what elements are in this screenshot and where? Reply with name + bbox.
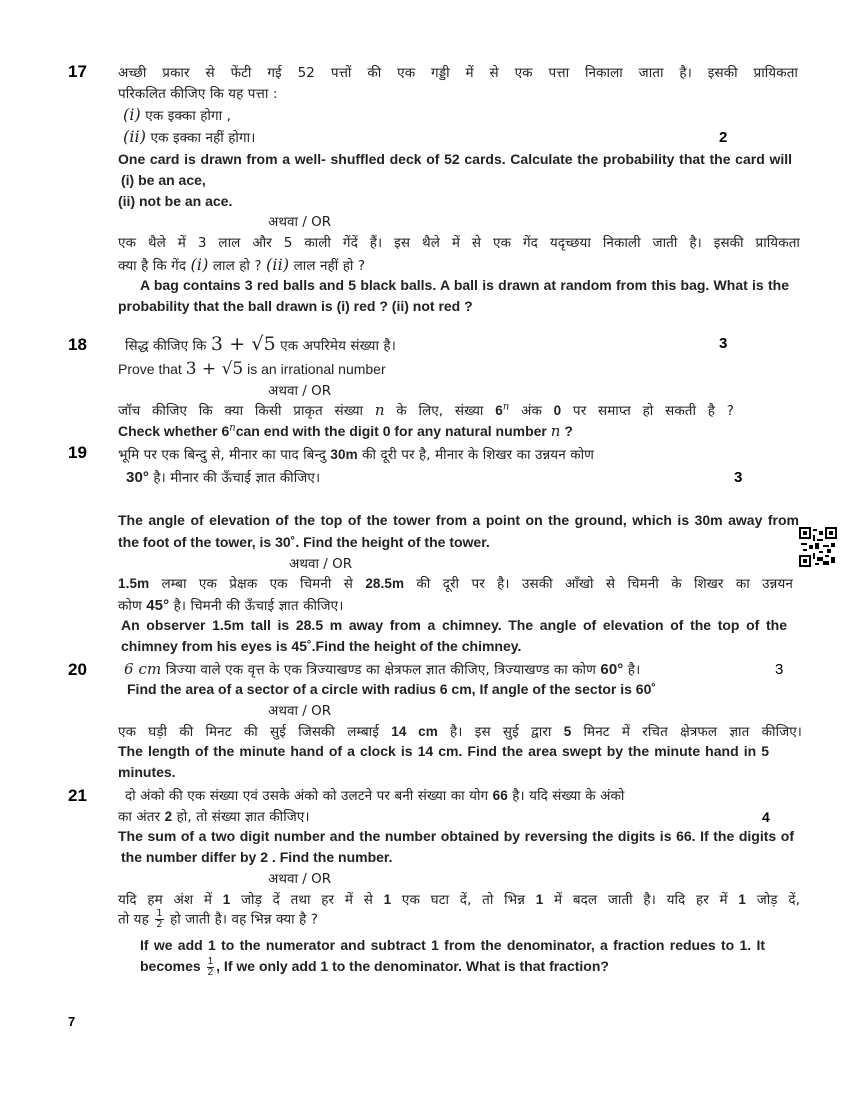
qr-code-image [799,527,837,567]
q17-alt-hindi-line-1: एक थैले में 3 लाल और 5 काली गेंदें हैं। इस थैले में से एक गेंद यदृच्छया निकाली जाती है। इसकी प्रायिकता [118,235,800,251]
q21-hindi-line-2-b: हो, तो संख्या ज्ञात कीजिए। [172,809,310,825]
q17-hindi-option-ii [123,127,255,146]
q18-alt-english-line [118,422,573,440]
question-number-20: 20 [68,660,87,679]
q18-alt-english-n: n [550,422,561,440]
q21-hindi-line-1 [125,786,625,804]
q18-alt-english-c: ? [560,423,573,439]
q21-english-line-2: the number differ by 2 . Find the number. [121,849,393,865]
q19-hindi-line-2 [126,468,320,486]
q19-hindi-line-1-a: भूमि पर एक बिन्दु से, मीनार का पाद बिन्दु [118,447,331,463]
q17-alt-hindi-line-2-c: लाल नहीं हो ? [289,258,366,274]
q17-alt-hindi-line-2-b: लाल हो ? [208,258,267,274]
q19-alt-hindi-height: 1.5m [118,576,150,591]
q21-alt-english-line-2-b: , If we only add 1 to the denominator. What is that fraction? [216,958,609,975]
q17-alt-hindi-line-2-a: क्या है कि गेंद [118,258,191,274]
q19-alt-hindi-line-2-b: है। चिमनी की ऊँचाई ज्ञात कीजिए। [169,598,344,614]
q21-alt-english-line-2-a: becomes [140,958,205,975]
q20-alt-english-line-1: The length of the minute hand of a clock is 14 cm. Find the area swept by the minute hand in 5 [118,743,769,759]
q21-hindi-line-1-b: है। यदि संख्या के अंको [507,788,625,804]
q17-english-option-i: (i) be an ace, [121,172,206,188]
q21-alt-hindi-line-1-d: में बदल जाती है। यदि हर में [543,892,739,908]
q17-alt-hindi-line-2 [118,255,365,274]
q21-alt-english-frac-num: 1 [207,956,214,967]
q21-alt-one-4: 1 [738,892,747,907]
q20-alt-hindi-c: मिनट में रचित क्षेत्रफल ज्ञात कीजिए। [571,724,802,740]
q18-english-line [118,359,386,379]
q20-hindi-angle: 60° [600,661,624,678]
q19-alt-english-line-1: An observer 1.5m tall is 28.5 m away from a chimney. The angle of elevation of the top of the [121,617,787,633]
q18-alt-hindi-d: पर समाप्त हो सकती है ? [561,403,734,419]
q18-alt-hindi-b: के लिए, संख्या [384,403,496,419]
q17-hindi-line-1: अच्छी प्रकार से फेंटी गई 52 पत्तों की एक गड्डी में से एक पत्ता निकाला जाता है। इसकी प्रायिकता [118,65,798,81]
q18-alt-hindi-line [118,401,734,419]
q20-or-separator: अथवा / OR [268,703,332,719]
q19-alt-hindi-line-1-b: लम्बा एक प्रेक्षक एक चिमनी से [149,576,366,592]
q18-hindi-a: सिद्ध कीजिए कि [125,338,211,354]
q18-alt-hindi-a: जॉच कीजिए कि क्या किसी प्राकृत संख्या [118,403,375,419]
q18-alt-hindi-six: 6 [495,403,503,418]
q19-alt-hindi-angle: 45° [146,597,170,614]
q21-alt-one-1: 1 [222,892,231,907]
q17-hindi-option-ii-label: (ii) [123,127,147,146]
q17-hindi-option-i [123,105,231,124]
q20-alt-english-line-2: minutes. [118,764,176,780]
question-number-19: 19 [68,443,87,462]
q20-alt-hindi-a: एक घड़ी की मिनट की सुई जिसकी लम्बाई [118,724,392,740]
q17-english-option-ii: (ii) not be an ace. [118,193,233,209]
q18-alt-english-exp: n [229,422,236,434]
q21-alt-hindi-line-1-a: यदि हम अंश में [118,892,223,908]
q21-hindi-sum: 66 [492,788,508,803]
q21-alt-hindi-line-1 [118,890,800,908]
q21-hindi-line-2 [118,807,310,825]
q18-hindi-b: एक अपरिमेय संख्या है। [275,338,396,354]
q21-alt-english-fraction [207,957,215,978]
q19-hindi-line-1-b: की दूरी पर है, मीनार के शिखर का उन्नयन कोण [357,447,595,463]
q21-alt-english-frac-den: 2 [207,967,214,978]
q20-hindi-line [124,660,640,678]
q21-alt-hindi-line-2 [118,909,318,930]
q20-english-line-1: Find the area of a sector of a circle with radius 6 cm, If angle of the sector is 60˚ [127,681,657,697]
q21-alt-hindi-frac-den: 2 [156,919,163,930]
q20-hindi-b: त्रिज्या वाले एक वृत्त के एक त्रिज्याखण्ड का क्षेत्रफल ज्ञात कीजिए, त्रिज्याखण्ड का कोण [161,662,601,678]
q20-marks: 3 [775,661,784,678]
q21-alt-hindi-line-1-e: जोड़ दें, [746,892,800,908]
question-number-21: 21 [68,786,87,805]
q21-alt-hindi-line-1-c: एक घटा दें, तो भिन्न [391,892,536,908]
q17-marks: 2 [719,129,728,146]
q19-english-line-2: the foot of the tower, is 30˚. Find the height of the tower. [118,534,490,550]
q19-alt-hindi-line-1-d: की दूरी पर है। उसकी आँखो से चिमनी के शिखर का उन्नयन [404,576,793,592]
q21-hindi-diff: 2 [164,809,173,824]
q21-english-line-1: The sum of a two digit number and the number obtained by reversing the digits is 66. If the digits of [118,828,794,844]
q18-alt-hindi-exp: n [502,401,510,413]
q21-or-separator: अथवा / OR [268,871,332,887]
q21-hindi-line-2-a: का अंतर [118,809,165,825]
q19-hindi-angle: 30° [126,469,149,486]
q18-hindi-line [125,333,396,355]
q17-alt-english-line-2: probability that the ball drawn is (i) red ? (ii) not red ? [118,298,473,314]
q18-english-a: Prove that [118,361,186,377]
q18-alt-hindi-c: अंक [509,403,554,419]
q19-hindi-distance: 30m [330,447,358,462]
q20-alt-hindi-five: 5 [563,724,572,739]
q21-alt-english-line-1: If we add 1 to the numerator and subtract 1 from the denominator, a fraction redues to 1. It [140,937,765,953]
q19-alt-hindi-distance: 28.5m [365,576,405,591]
q17-alt-english-line-1: A bag contains 3 red balls and 5 black balls. A ball is drawn at random from this bag. What is the [140,277,789,293]
q17-alt-ii-label: (ii) [266,255,290,274]
question-number-18: 18 [68,335,87,354]
q20-hindi-radius: 6 cm [124,660,162,678]
q18-marks: 3 [719,335,728,352]
q21-alt-one-2: 1 [383,892,392,907]
q18-alt-hindi-zero: 0 [553,403,562,418]
q19-hindi-line-1 [118,445,594,463]
question-number-17: 17 [68,62,87,81]
q18-english-expression: 3 + √5 [185,359,244,379]
q17-alt-i-label: (i) [190,255,209,274]
q18-or-separator: अथवा / OR [268,383,332,399]
q20-alt-hindi-line-1 [118,722,802,740]
q21-alt-hindi-frac-num: 1 [156,908,163,919]
q20-alt-hindi-b: है। इस सुई द्वारा [437,724,564,740]
q21-marks: 4 [762,809,770,825]
q21-alt-hindi-line-1-b: जोड़ दें तथा हर में से [230,892,384,908]
q17-hindi-option-i-text: एक इक्का होगा , [140,108,232,124]
q19-or-separator: अथवा / OR [289,556,353,572]
q19-alt-hindi-line-2-a: कोण [118,598,147,614]
page-number: 7 [68,1014,76,1029]
q19-alt-hindi-line-2 [118,596,343,614]
q17-english-line-1: One card is drawn from a well- shuffled deck of 52 cards. Calculate the probability that the card will [118,151,792,167]
q17-hindi-option-ii-text: एक इक्का नहीं होगा। [146,130,256,146]
q18-alt-english-b: can end with the digit 0 for any natural number [235,423,551,439]
q21-alt-english-line-2 [140,957,609,978]
q18-english-b: is an irrational number [243,361,386,377]
q21-alt-hindi-line-2-a: तो यह [118,911,154,928]
q20-alt-hindi-length: 14 cm [391,724,438,739]
q19-marks: 3 [734,469,743,486]
q19-alt-english-line-2: chimney from his eyes is 45˚.Find the height of the chimney. [121,638,522,654]
q18-alt-english-a: Check whether 6 [118,423,230,439]
q18-hindi-expression: 3 + √5 [210,333,276,355]
q19-english-line-1: The angle of elevation of the top of the tower from a point on the ground, which is 30m away from [118,512,799,528]
q17-hindi-option-i-label: (i) [123,105,141,124]
q21-alt-hindi-fraction [155,909,163,930]
q17-or-separator: अथवा / OR [268,214,332,230]
q21-alt-hindi-line-2-b: हो जाती है। वह भिन्न क्या है ? [165,911,319,928]
q19-alt-hindi-line-1 [118,574,793,592]
q21-alt-one-3: 1 [535,892,544,907]
q17-hindi-line-2: परिकलित कीजिए कि यह पत्ता : [118,86,278,102]
q20-hindi-c: है। [623,662,641,678]
q18-alt-hindi-n: n [374,401,385,419]
q21-hindi-line-1-a: दो अंको की एक संख्या एवं उसके अंको को उलटने पर बनी संख्या का योग [125,788,493,804]
q19-hindi-line-2-b: है। मीनार की ऊँचाई ज्ञात कीजिए। [148,470,321,486]
